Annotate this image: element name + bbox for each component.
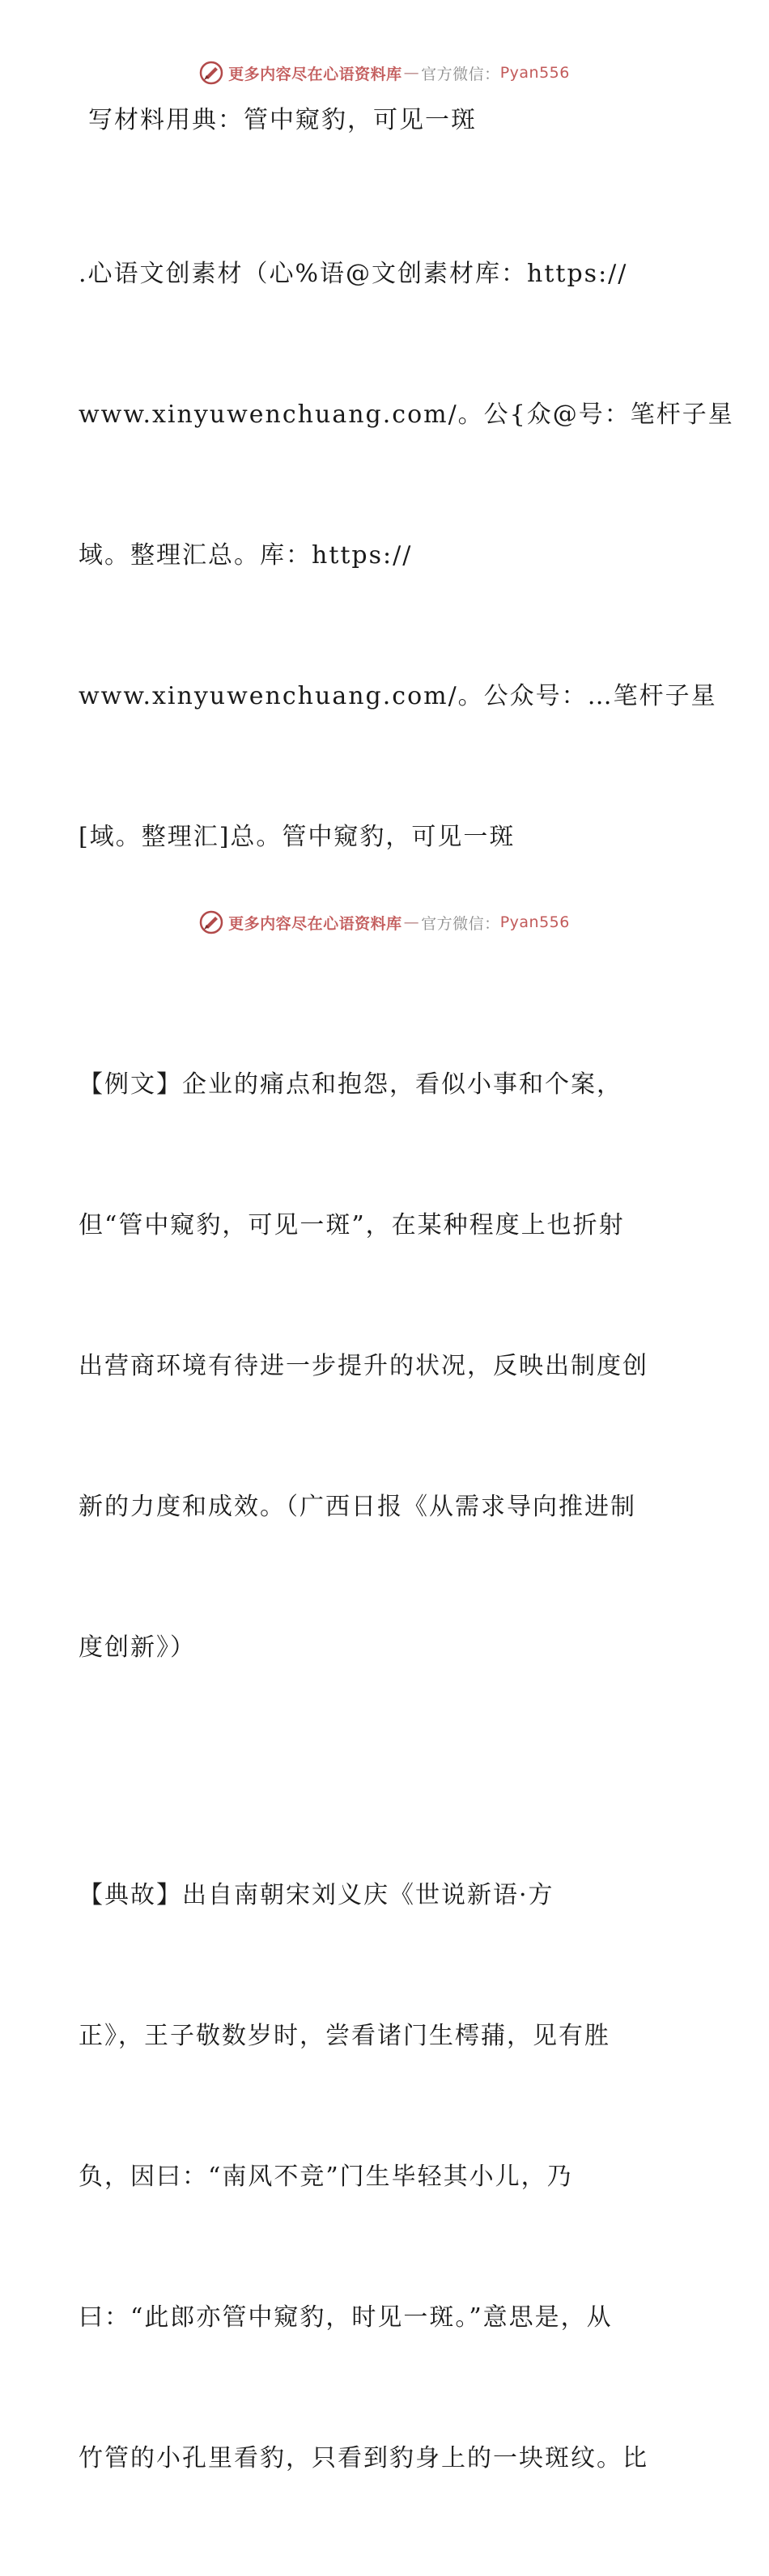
text-line: 新的力度和成效。（广西日报《从需求导向推进制: [79, 1493, 636, 1521]
text-line: 度创新》）: [79, 1633, 196, 1662]
banner-label: 官方微信：: [421, 65, 500, 83]
text-line: 出营商环境有待进一步提升的状况，反映出制度创: [79, 1352, 648, 1380]
text-line: 但“管中窥豹，可见一斑”，在某种程度上也折射: [79, 1211, 625, 1239]
document-title: 写材料用典：管中窥豹，可见一斑: [88, 106, 477, 134]
example-paragraph: [79, 968, 694, 1765]
banner-separator: —: [403, 913, 420, 931]
text-line: www.xinyuwenchuang.com/。公{众@号：笔杆子星: [79, 400, 734, 429]
banner-wechat-id: Pyan556: [499, 913, 570, 931]
allusion-paragraph: [79, 1778, 694, 2576]
text-line: 曰：“此郎亦管中窥豹，时见一斑。”意思是，从: [79, 2303, 613, 2332]
text-line: 域。整理汇总。库：https://: [79, 541, 413, 570]
text-line: 【典故】出自南朝宋刘义庆《世说新语·方: [79, 1881, 554, 1909]
footer-banner: [0, 906, 769, 938]
banner-label: 官方微信：: [421, 914, 500, 933]
text-line: www.xinyuwenchuang.com/。公众号：…笔杆子星: [79, 682, 717, 710]
source-paragraph: [79, 157, 734, 955]
text-line: 负，因曰：“南风不竞”门生毕轻其小儿，乃: [79, 2163, 573, 2191]
text-line: .心语文创素材（心%语@文创素材库：https://: [79, 260, 628, 288]
text-line: [域。整理汇]总。管中窥豹，可见一斑: [79, 823, 516, 851]
banner-text: 更多内容尽在心语资料库: [228, 914, 402, 933]
text-line: 正》，王子敬数岁时，尝看诸门生樗蒱，见有胜: [79, 2022, 610, 2050]
banner-wechat-id: Pyan556: [499, 64, 570, 82]
logo-icon: [199, 910, 223, 934]
text-line: 【例文】企业的痛点和抱怨，看似小事和个案，: [79, 1070, 622, 1099]
logo-icon: [199, 61, 223, 85]
document-body: [79, 97, 734, 2576]
banner-separator: —: [403, 64, 420, 82]
banner-text: 更多内容尽在心语资料库: [228, 65, 402, 83]
text-line: 竹管的小孔里看豹，只看到豹身上的一块斑纹。比: [79, 2444, 648, 2472]
header-banner: [0, 57, 769, 89]
